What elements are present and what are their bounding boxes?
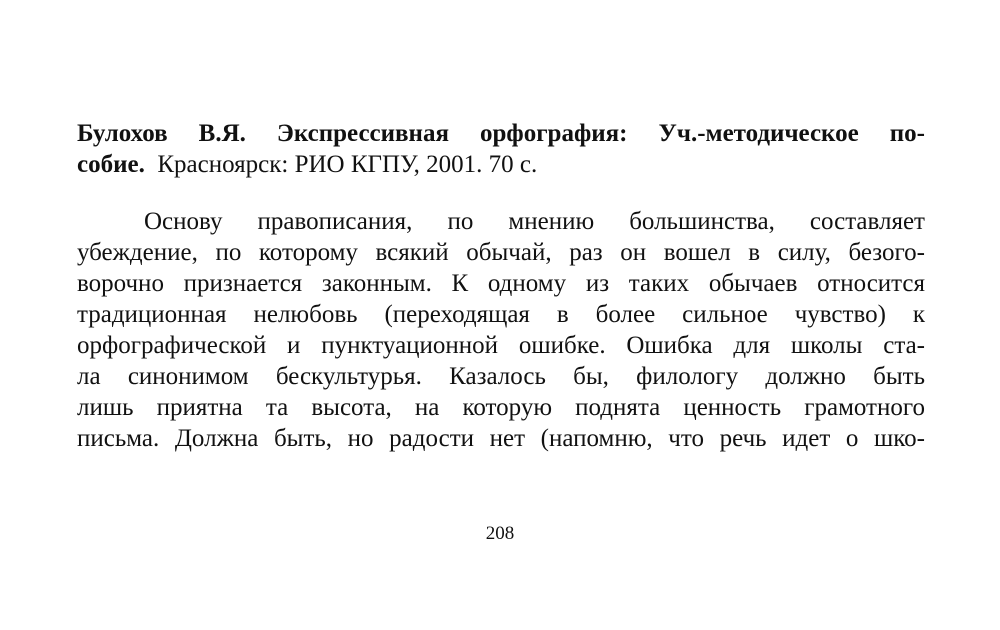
paragraph-line: лишь приятна та высота, на которую поднята ценность грамотного xyxy=(77,394,925,421)
paragraph-line: орфографической и пунктуационной ошибке. Ошибка для школы ста- xyxy=(77,332,925,359)
citation-line-2 xyxy=(77,149,925,180)
paragraph-line: письма. Должна быть, но радости нет (напомню, что речь идет о шко- xyxy=(77,425,925,452)
page-number: 208 xyxy=(485,523,515,544)
citation-bold-fragment: собие. xyxy=(77,151,145,178)
paragraph-line: ла синонимом бескультурья. Казалось бы, филологу должно быть xyxy=(77,363,925,390)
citation-line-1: Булохов В.Я. Экспрессивная орфография: Уч.-методическое по- xyxy=(77,120,925,147)
citation-publication-info: Красноярск: РИО КГПУ, 2001. 70 с. xyxy=(157,151,538,178)
body-paragraph xyxy=(77,206,925,454)
paragraph-line: ворочно признается законным. К одному из таких обычаев относится xyxy=(77,270,925,297)
paragraph-line: убеждение, по которому всякий обычай, раз он вошел в силу, безого- xyxy=(77,239,925,266)
bibliographic-citation xyxy=(77,118,925,180)
paragraph-line: Основу правописания, по мнению большинства, составляет xyxy=(144,208,925,235)
paragraph-line: традиционная нелюбовь (переходящая в более сильное чувство) к xyxy=(77,301,925,328)
